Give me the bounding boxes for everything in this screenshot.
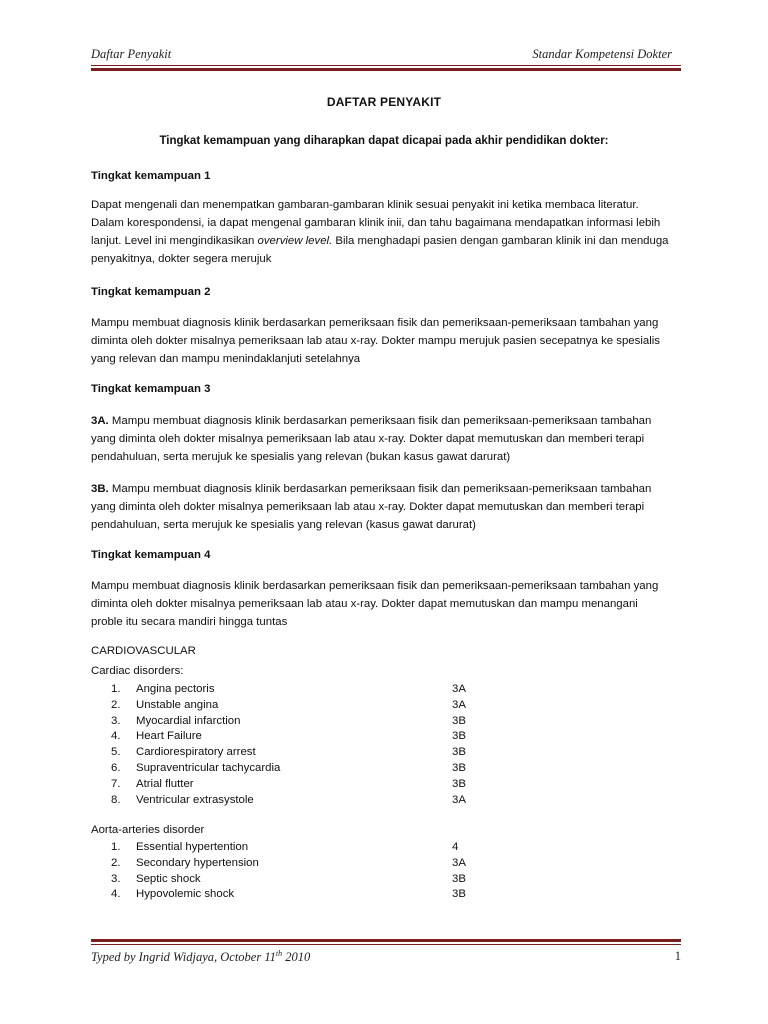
item-level: 3A: [452, 793, 466, 806]
level3b-paragraph: [91, 480, 691, 534]
level3b-first: Mampu membuat diagnosis klinik berdasarkan pemeriksaan fisik dan pemeriksaan-pemeriksaan tambahan: [108, 483, 652, 495]
item-name: Atrial flutter: [136, 777, 194, 790]
list-item: [91, 778, 651, 794]
level1-heading: Tingkat kemampuan 1: [91, 170, 211, 182]
document-subtitle: Tingkat kemampuan yang diharapkan dapat dicapai pada akhir pendidikan dokter:: [159, 135, 609, 147]
list-item: [91, 857, 651, 873]
item-level: 3A: [452, 698, 466, 711]
list-item: [91, 888, 651, 904]
item-number: 8.: [111, 793, 121, 806]
aorta-list: [91, 841, 651, 904]
page-footer: [91, 949, 681, 967]
item-level: 3A: [452, 856, 466, 869]
item-number: 2.: [111, 856, 121, 869]
footer-typed: Typed by Ingrid Widjaya, October 11: [91, 950, 276, 965]
level3b-line: [91, 480, 691, 498]
item-level: 3B: [452, 777, 466, 790]
item-number: 4.: [111, 730, 121, 743]
item-number: 5.: [111, 746, 121, 759]
item-name: Cardiorespiratory arrest: [136, 746, 256, 759]
item-name: Supraventricular tachycardia: [136, 761, 281, 774]
item-name: Myocardial infarction: [136, 714, 241, 727]
list-item: [91, 683, 651, 699]
level3a-first: Mampu membuat diagnosis klinik berdasarkan pemeriksaan fisik dan pemeriksaan-pemeriksaan tambahan: [108, 415, 652, 427]
list-item: [91, 762, 651, 778]
level1-line3-post: Bila menghadapi pasien dengan gambaran klinik ini dan menduga: [332, 235, 669, 247]
level3b-line: pendahuluan, serta merujuk ke spesialis yang relevan (kasus gawat darurat): [91, 519, 476, 531]
document-title: DAFTAR PENYAKIT: [326, 95, 442, 109]
item-name: Ventricular extrasystole: [136, 793, 254, 806]
footer-credit: [91, 949, 310, 965]
level3b-label: 3B.: [91, 483, 109, 495]
item-name: Unstable angina: [136, 698, 219, 711]
item-level: 3B: [452, 714, 466, 727]
list-item: [91, 730, 651, 746]
level2-line: Mampu membuat diagnosis klinik berdasarkan pemeriksaan fisik dan pemeriksaan-pemeriksaan tambahan yang: [91, 317, 659, 329]
item-level: 3B: [452, 888, 466, 901]
level4-line: proble itu secara mandiri hingga tuntas: [91, 616, 288, 628]
level4-paragraph: [91, 577, 691, 631]
level3a-label: 3A.: [91, 415, 109, 427]
list-item: [91, 841, 651, 857]
level1-line: Dalam korespondensi, ia dapat mengenal gambaran klinik inii, dan tahu bagaimana mendapatkan informasi lebih: [91, 217, 661, 229]
item-number: 4.: [111, 888, 121, 901]
footer-rule-thin: [91, 944, 681, 945]
level3a-line: [91, 412, 691, 430]
aorta-heading: Aorta-arteries disorder: [91, 824, 205, 836]
item-level: 3A: [452, 683, 466, 695]
item-number: 3.: [111, 714, 121, 727]
level2-paragraph: [91, 314, 691, 368]
page-header: [91, 47, 672, 65]
level3b-line: yang diminta oleh dokter misalnya pemeriksaan lab atau x-ray. Dokter dapat memutuskan dan memberi terapi: [91, 501, 645, 513]
list-item: [91, 746, 651, 762]
item-level: 3B: [452, 761, 466, 774]
footer-sup: th: [275, 949, 283, 958]
header-rule-thin: [91, 65, 681, 66]
footer-rule-thick: [91, 939, 681, 942]
level3a-line: pendahuluan, serta merujuk ke spesialis yang relevan (bukan kasus gawat darurat): [91, 451, 511, 463]
header-right: Standar Kompetensi Dokter: [532, 47, 672, 61]
item-name: Essential hypertention: [136, 841, 249, 853]
item-name: Secondary hypertension: [136, 856, 259, 869]
list-item: [91, 699, 651, 715]
level4-heading: Tingkat kemampuan 4: [91, 549, 211, 561]
list-item: [91, 873, 651, 889]
level4-line: diminta oleh dokter misalnya pemeriksaan lab atau x-ray. Dokter dapat memutuskan dan mampu menangani: [91, 598, 638, 610]
header-rule-thick: [91, 68, 681, 71]
item-level: 3B: [452, 872, 466, 885]
item-number: 6.: [111, 761, 121, 774]
item-level: 4: [452, 841, 459, 853]
cardiac-heading: Cardiac disorders:: [91, 665, 184, 677]
item-number: 1.: [111, 841, 121, 853]
item-number: 2.: [111, 698, 121, 711]
item-name: Septic shock: [136, 872, 201, 885]
level1-line: [91, 232, 691, 250]
level3a-line: yang diminta oleh dokter misalnya pemeriksaan lab atau x-ray. Dokter dapat memutuskan dan memberi terapi: [91, 433, 645, 445]
level2-line: yang relevan dan mampu menindaklanjuti setelahnya: [91, 353, 361, 365]
item-level: 3B: [452, 746, 466, 759]
header-left: Daftar Penyakit: [91, 47, 172, 61]
list-item: [91, 715, 651, 731]
level4-line: Mampu membuat diagnosis klinik berdasarkan pemeriksaan fisik dan pemeriksaan-pemeriksaan tambahan yang: [91, 580, 659, 592]
item-number: 3.: [111, 872, 121, 885]
item-number: 1.: [111, 683, 121, 695]
page-number: 1: [674, 949, 681, 963]
level1-line3-italic: overview level.: [257, 235, 333, 247]
item-number: 7.: [111, 777, 121, 790]
item-name: Angina pectoris: [136, 683, 215, 695]
level3a-paragraph: [91, 412, 691, 466]
level3-heading: Tingkat kemampuan 3: [91, 383, 211, 395]
item-name: Heart Failure: [136, 730, 202, 743]
level1-paragraph: [91, 196, 691, 268]
item-name: Hypovolemic shock: [136, 888, 235, 901]
level1-line: Dapat mengenali dan menempatkan gambaran-gambaran klinik sesuai penyakit ini ketika membaca literatur.: [91, 199, 639, 211]
section-title: CARDIOVASCULAR: [91, 645, 196, 657]
list-item: [91, 794, 651, 810]
item-level: 3B: [452, 730, 466, 743]
level2-line: diminta oleh dokter misalnya pemeriksaan lab atau x-ray. Dokter mampu merujuk pasien secepatnya ke spesialis: [91, 335, 660, 347]
level1-line3-pre: lanjut. Level ini mengindikasikan: [91, 235, 258, 247]
level1-line: penyakitnya, dokter segera merujuk: [91, 253, 272, 265]
level2-heading: Tingkat kemampuan 2: [91, 286, 211, 298]
footer-year: 2010: [282, 950, 311, 965]
cardiac-list: [91, 683, 651, 809]
